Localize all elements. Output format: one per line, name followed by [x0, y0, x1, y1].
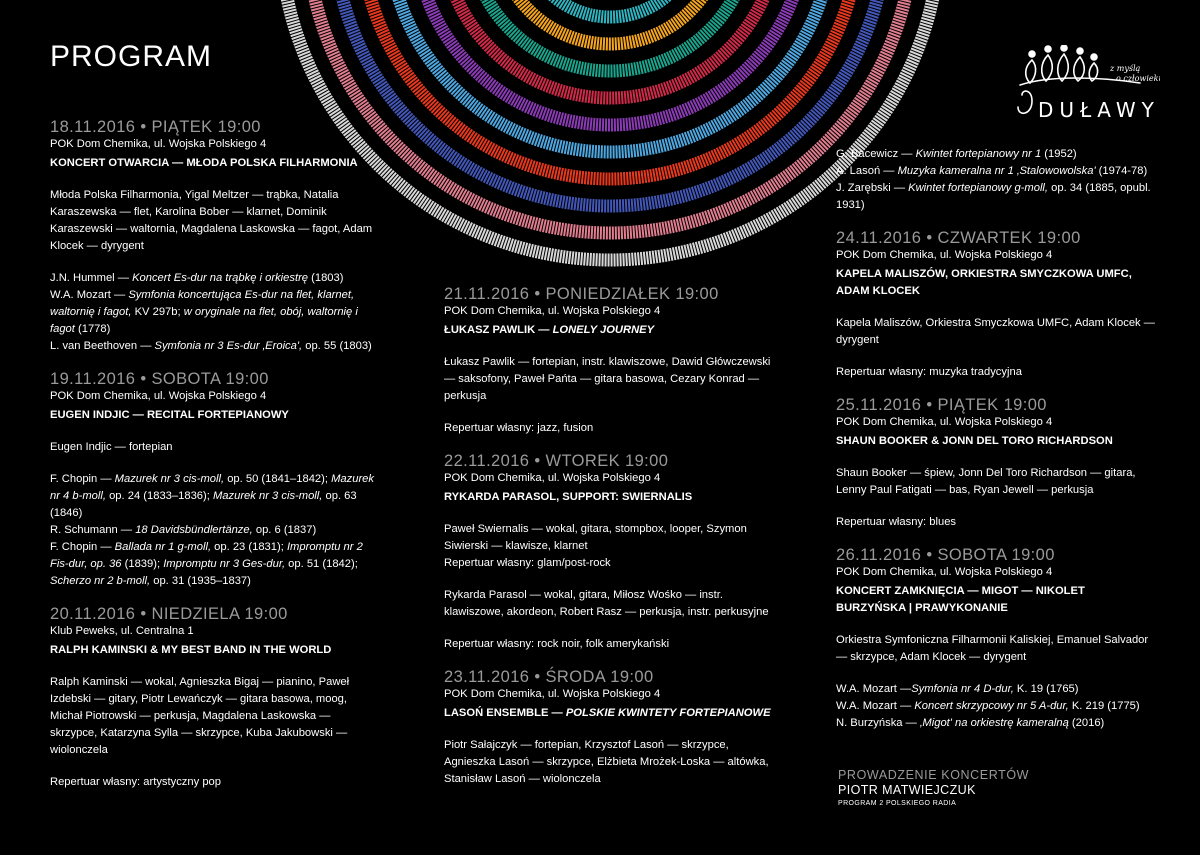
event-date: 18.11.2016 • PIĄTEK 19:00: [50, 118, 261, 136]
event-date: 25.11.2016 • PIĄTEK 19:00: [836, 396, 1047, 414]
event-title: EUGEN INDJIC — RECITAL FORTEPIANOWY: [50, 409, 289, 421]
host-credit: [838, 768, 1029, 807]
event-performers: Kapela Maliszów, Orkiestra Smyczkowa UMFC, Adam Klocek — dyrygent: [836, 317, 1155, 346]
event-performers: Łukasz Pawlik — fortepian, instr. klawiszowe, Dawid Główczewski — saksofony, Paweł Pańta — gitara basowa, Cezary Konrad — perkusja: [444, 356, 771, 402]
event-program: [836, 681, 1156, 732]
event-22-11: [444, 451, 774, 653]
event-title: ŁUKASZ PAWLIK — LONELY JOURNEY: [444, 324, 655, 336]
event-19-11: [50, 369, 380, 590]
event-performers: Młoda Polska Filharmonia, Yigal Meltzer — trąbka, Natalia Karaszewska — flet, Karolina Bober — klarnet, Dominik Karaszewski — waltornia, Magdalena Laskowska — fagot, Adam Klocek — dyrygent: [50, 189, 373, 252]
event-performers: Eugen Indjic — fortepian: [50, 441, 173, 453]
event-repertoire: Repertuar własny: artystyczny pop: [50, 776, 221, 788]
logo-name: DUŁAWY: [1038, 98, 1160, 122]
program-item: J. Zarębski — Kwintet fortepianowy g-moll, op. 34 (1885, opubl. 1931): [836, 182, 1151, 211]
event-title: LASOŃ ENSEMBLE — POLSKIE KWINTETY FORTEPIANOWE: [444, 707, 771, 719]
program-item: J.N. Hummel — Koncert Es-dur na trąbkę i orkiestrę (1803): [50, 272, 344, 284]
event-venue: POK Dom Chemika, ul. Wojska Polskiego 4: [836, 566, 1053, 578]
event-date: 20.11.2016 • NIEDZIELA 19:00: [50, 605, 288, 623]
event-program: [50, 270, 380, 355]
event-25-11: [836, 395, 1156, 531]
event-venue: POK Dom Chemika, ul. Wojska Polskiego 4: [444, 688, 661, 700]
host-name: PIOTR MATWIEJCZUK: [838, 783, 976, 797]
program-item: F. Chopin — Mazurek nr 3 cis-moll, op. 50 (1841–1842); Mazurek nr 4 b-moll, op. 24 (1833–1836); Mazurek nr 3 cis-moll, op. 63 (1846): [50, 473, 374, 519]
event-venue: POK Dom Chemika, ul. Wojska Polskiego 4: [836, 249, 1053, 261]
event-date: 21.11.2016 • PONIEDZIAŁEK 19:00: [444, 285, 719, 303]
program-item: N. Burzyńska — ‚Migot' na orkiestrę kameralną (2016): [836, 717, 1105, 729]
event-venue: POK Dom Chemika, ul. Wojska Polskiego 4: [50, 390, 267, 402]
event-repertoire: Repertuar własny: muzyka tradycyjna: [836, 366, 1022, 378]
event-venue: POK Dom Chemika, ul. Wojska Polskiego 4: [444, 472, 661, 484]
event-20-11: [50, 604, 380, 791]
event-title: RALPH KAMINSKI & MY BEST BAND IN THE WORLD: [50, 644, 332, 656]
program-column-3: [836, 146, 1156, 746]
event-date: 22.11.2016 • WTOREK 19:00: [444, 452, 669, 470]
event-title: KONCERT OTWARCIA — MŁODA POLSKA FILHARMONIA: [50, 157, 358, 169]
event-date: 23.11.2016 • ŚRODA 19:00: [444, 668, 654, 686]
event-performers: Piotr Sałajczyk — fortepian, Krzysztof Lasoń — skrzypce, Agnieszka Lasoń — skrzypce, Elżbieta Mrożek-Loska — altówka, Stanisław Lasoń — wiolonczela: [444, 739, 769, 785]
page-title: PROGRAM: [50, 40, 213, 73]
event-26-11: [836, 545, 1156, 732]
event-23-11-program: [836, 146, 1156, 214]
event-performers-2: Rykarda Parasol — wokal, gitara, Miłosz Wośko — instr. klawiszowe, akordeon, Robert Rasz — perkusja, instr. perkusyjne: [444, 589, 769, 618]
logo-mark-icon: [1010, 45, 1160, 125]
program-item: R. Schumann — 18 Davidsbündlertänze, op. 6 (1837): [50, 524, 317, 536]
event-venue: POK Dom Chemika, ul. Wojska Polskiego 4: [50, 138, 267, 150]
event-repertoire: Repertuar własny: blues: [836, 516, 957, 528]
event-venue: Klub Peweks, ul. Centralna 1: [50, 625, 194, 637]
event-program: [50, 471, 380, 590]
program-column-2: [444, 284, 774, 802]
event-18-11: [50, 117, 380, 355]
event-repertoire: Repertuar własny: jazz, fusion: [444, 422, 594, 434]
event-venue: POK Dom Chemika, ul. Wojska Polskiego 4: [444, 305, 661, 317]
event-repertoire-2: Repertuar własny: rock noir, folk amerykański: [444, 638, 670, 650]
program-item: W.A. Mozart —Symfonia nr 4 D-dur, K. 19 (1765): [836, 683, 1079, 695]
logo-tagline-2: o człowieku: [1116, 74, 1160, 83]
event-performers: Ralph Kaminski — wokal, Agnieszka Bigaj — pianino, Paweł Izdebski — gitary, Piotr Lewańczyk — gitara basowa, moog, Michał Piotrowski — perkusja, Magdalena Laskowska — skrzypce, Katarzyna Sylla — skrzypce, Kuba Jakubowski — wiolonczela: [50, 676, 350, 756]
event-21-11: [444, 284, 774, 437]
event-repertoire: Repertuar własny: glam/post-rock: [444, 557, 611, 569]
event-title: SHAUN BOOKER & JONN DEL TORO RICHARDSON: [836, 435, 1113, 447]
program-column-1: [50, 117, 380, 805]
program-item: A. Lasoń — Muzyka kameralna nr 1 ‚Stalowowolska' (1974-78): [836, 165, 1148, 177]
event-performers: Shaun Booker — śpiew, Jonn Del Toro Richardson — gitara, Lenny Paul Fatigati — bas, Ryan Jewell — perkusja: [836, 467, 1136, 496]
program-item: G. Bacewicz — Kwintet fortepianowy nr 1 (1952): [836, 148, 1077, 160]
program-item: W.A. Mozart — Koncert skrzypcowy nr 5 A-dur, K. 219 (1775): [836, 700, 1140, 712]
dulawy-logo: [1010, 45, 1160, 125]
event-title: KAPELA MALISZÓW, ORKIESTRA SMYCZKOWA UMFC, ADAM KLOCEK: [836, 268, 1132, 297]
event-performers: Paweł Swiernalis — wokal, gitara, stompbox, looper, Szymon Siwierski — klawisze, klarnet: [444, 523, 747, 552]
rainbow-arc: [496, 0, 724, 44]
event-date: 24.11.2016 • CZWARTEK 19:00: [836, 229, 1081, 247]
event-venue: POK Dom Chemika, ul. Wojska Polskiego 4: [836, 416, 1053, 428]
host-label: PROWADZENIE KONCERTÓW: [838, 768, 1030, 782]
program-item: W.A. Mozart — Symfonia koncertująca Es-dur na flet, klarnet, waltornię i fagot, KV 297b; w oryginale na flet, obój, waltornię i fagot (1778): [50, 289, 358, 335]
event-date: 26.11.2016 • SOBOTA 19:00: [836, 546, 1055, 564]
rainbow-arc: [523, 0, 697, 17]
host-organization: PROGRAM 2 POLSKIEGO RADIA: [838, 800, 957, 807]
event-24-11: [836, 228, 1156, 381]
program-item: F. Chopin — Ballada nr 1 g-moll, op. 23 (1831); Impromptu nr 2 Fis-dur, op. 36 (1839); Impromptu nr 3 Ges-dur, op. 51 (1842); Scherzo nr 2 b-moll, op. 31 (1935–1837): [50, 541, 363, 587]
event-title: KONCERT ZAMKNIĘCIA — MIGOT — NIKOLET BURZYŃSKA | PRAWYKONANIE: [836, 585, 1085, 614]
program-item: L. van Beethoven — Symfonia nr 3 Es-dur ‚Eroica', op. 55 (1803): [50, 340, 372, 352]
event-date: 19.11.2016 • SOBOTA 19:00: [50, 370, 269, 388]
logo-tagline-1: z myślą: [1110, 64, 1141, 73]
event-23-11: [444, 667, 774, 788]
event-performers: Orkiestra Symfoniczna Filharmonii Kaliskiej, Emanuel Salvador — skrzypce, Adam Klocek — dyrygent: [836, 634, 1149, 663]
event-title: RYKARDA PARASOL, SUPPORT: SWIERNALIS: [444, 491, 693, 503]
